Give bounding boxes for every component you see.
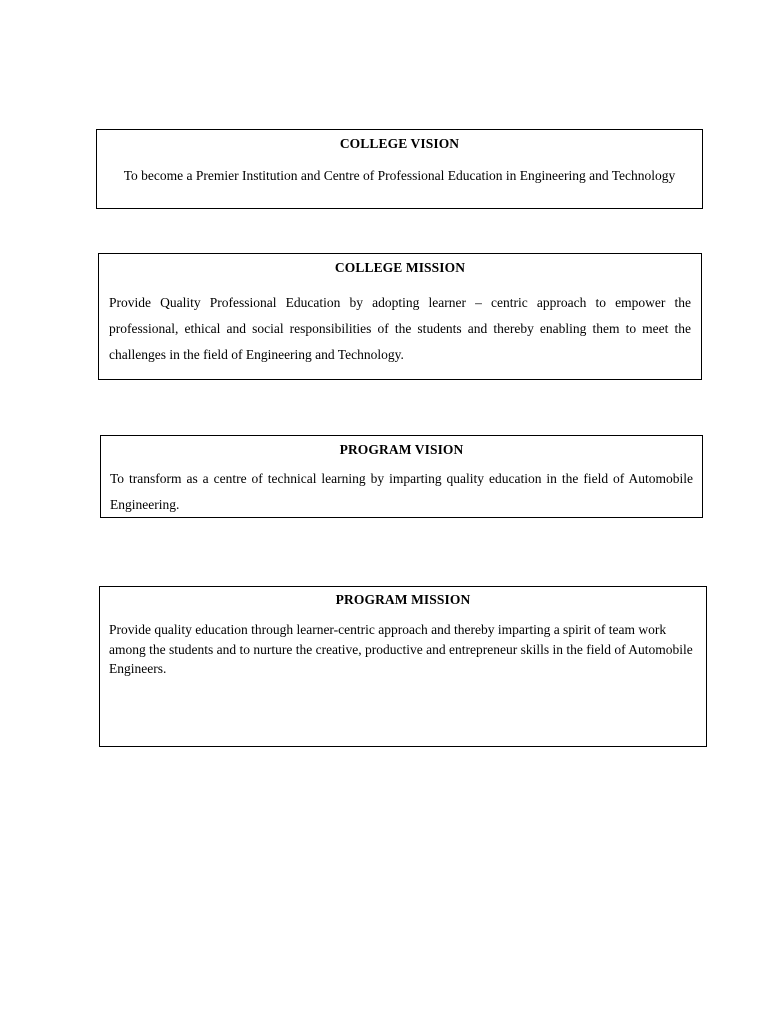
program-vision-box <box>100 435 703 518</box>
program-mission-title: PROGRAM MISSION <box>335 592 471 607</box>
college-vision-text: To become a Premier Institution and Centre of Professional Education in Engineering and Technology <box>123 168 676 183</box>
college-vision-title: COLLEGE VISION <box>339 136 460 151</box>
program-mission-box <box>99 586 707 747</box>
college-mission-title: COLLEGE MISSION <box>334 260 466 275</box>
college-mission-text: Provide Quality Professional Education by adopting learner – centric approach to empower the professional, ethical and social responsibilities of the students and thereby enabling them to meet the challenges in the field of Engineering and Technology. <box>109 295 691 362</box>
program-mission-text: Provide quality education through learner-centric approach and thereby imparting a spirit of team work among the students and to nurture the creative, productive and entrepreneur skills in the field of Automobile Engineers. <box>109 622 693 676</box>
college-vision-box <box>96 129 703 209</box>
program-vision-title: PROGRAM VISION <box>339 442 464 457</box>
college-mission-box <box>98 253 702 380</box>
program-vision-text: To transform as a centre of technical learning by imparting quality education in the field of Automobile Engineering. <box>110 471 693 512</box>
